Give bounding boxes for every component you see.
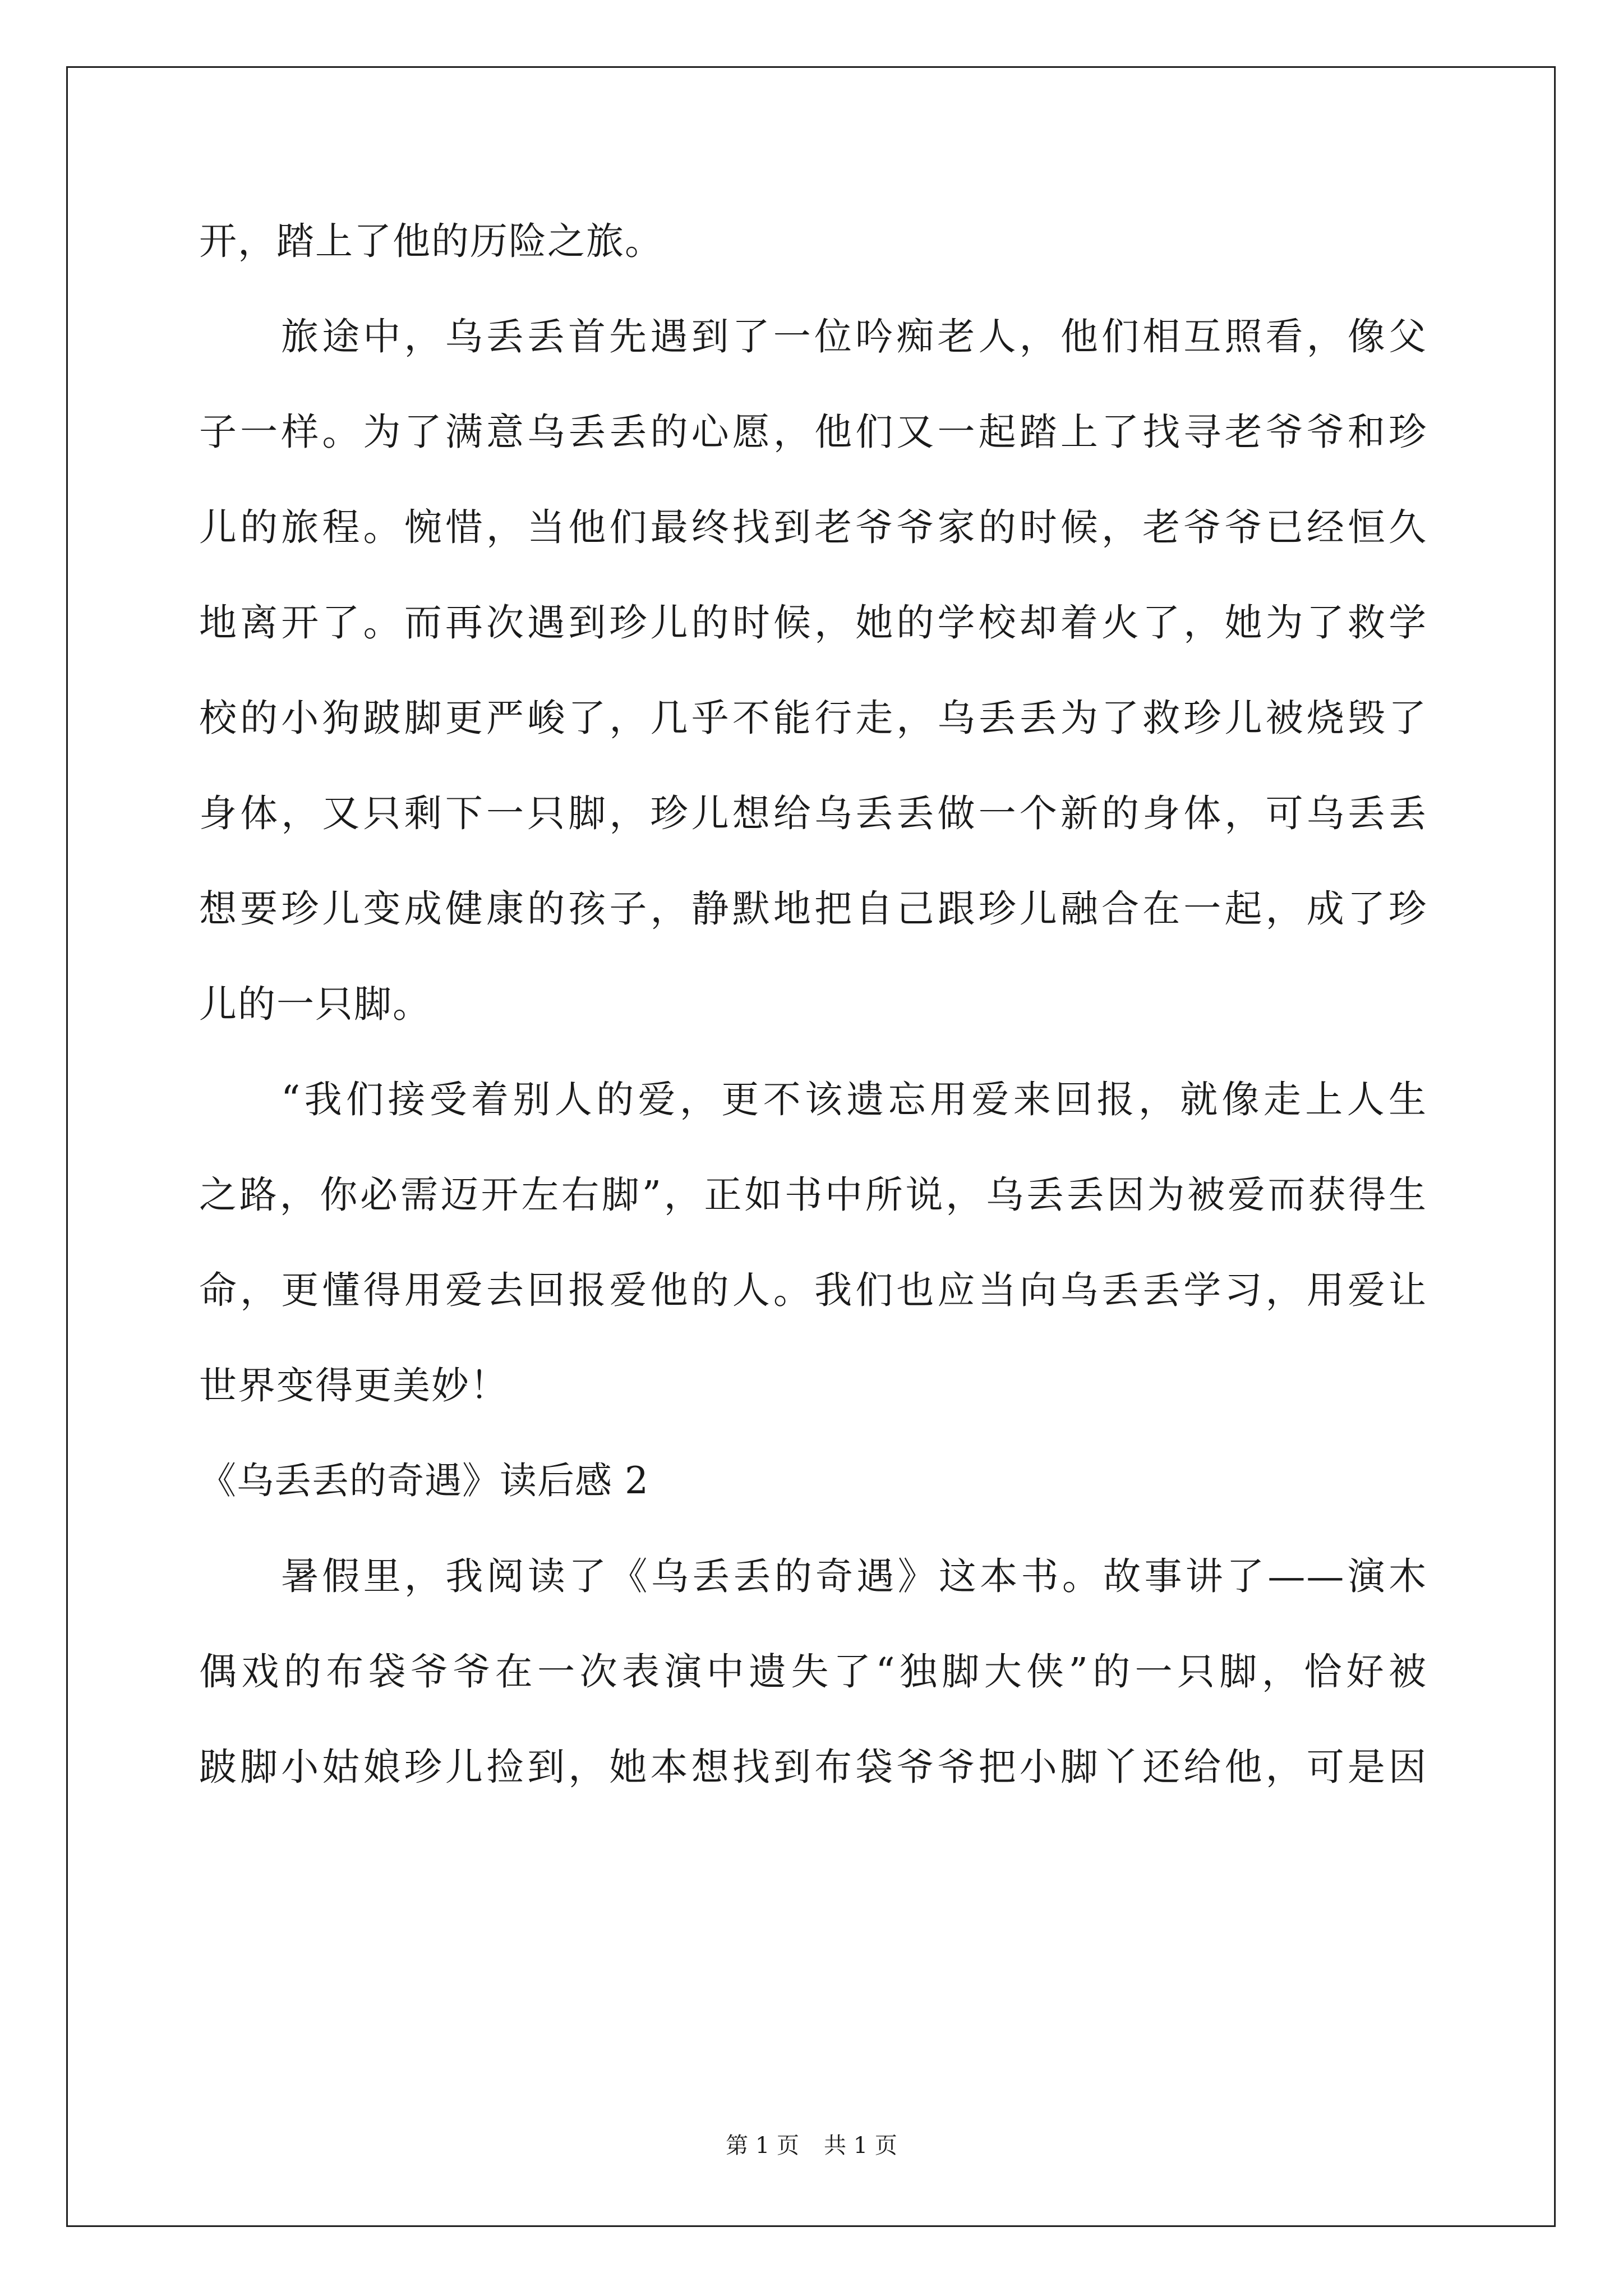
paragraph-line: 之路，你必需迈开左右脚”，正如书中所说，乌丢丢因为被爱而获得生 [199, 1173, 1427, 1217]
paragraph-line: 命，更懂得用爱去回报爱他的人。我们也应当向乌丢丢学习，用爱让 [199, 1268, 1427, 1312]
paragraph-line: 儿的一只脚。 [199, 982, 431, 1026]
paragraph-line: 跛脚小姑娘珍儿捡到，她本想找到布袋爷爷把小脚丫还给他，可是因 [199, 1745, 1427, 1789]
paragraph-line: 儿的旅程。惋惜，当他们最终找到老爷爷家的时候，老爷爷已经恒久 [199, 505, 1427, 549]
quote-line: “我们接受着别人的爱，更不该遗忘用爱来回报，就像走上人生 [281, 1078, 1427, 1121]
paragraph-line: 世界变得更美妙！ [199, 1364, 509, 1407]
paragraph-line: 旅途中，乌丢丢首先遇到了一位吟痴老人，他们相互照看，像父 [281, 315, 1427, 358]
page-number: 第 1 页 [726, 2133, 799, 2159]
page-total: 共 1 页 [824, 2133, 897, 2159]
page-footer [0, 2132, 1623, 2160]
document-body [199, 194, 1427, 1815]
paragraph-line: 想要珍儿变成健康的孩子，静默地把自己跟珍儿融合在一起，成了珍 [199, 887, 1427, 931]
paragraph-line: 子一样。为了满意乌丢丢的心愿，他们又一起踏上了找寻老爷爷和珍 [199, 410, 1427, 454]
paragraph-line: 暑假里，我阅读了《乌丢丢的奇遇》这本书。故事讲了——演木 [281, 1554, 1427, 1598]
section-heading: 《乌丢丢的奇遇》读后感 2 [199, 1459, 649, 1502]
paragraph-line: 身体，又只剩下一只脚，珍儿想给乌丢丢做一个新的身体，可乌丢丢 [199, 792, 1427, 835]
paragraph-line: 校的小狗跛脚更严峻了，几乎不能行走，乌丢丢为了救珍儿被烧毁了 [199, 696, 1427, 740]
paragraph-line: 偶戏的布袋爷爷在一次表演中遗失了“独脚大侠”的一只脚，恰好被 [199, 1650, 1427, 1694]
paragraph-line: 地离开了。而再次遇到珍儿的时候，她的学校却着火了，她为了救学 [199, 601, 1427, 645]
text-line: 开，踏上了他的历险之旅。 [199, 219, 663, 263]
